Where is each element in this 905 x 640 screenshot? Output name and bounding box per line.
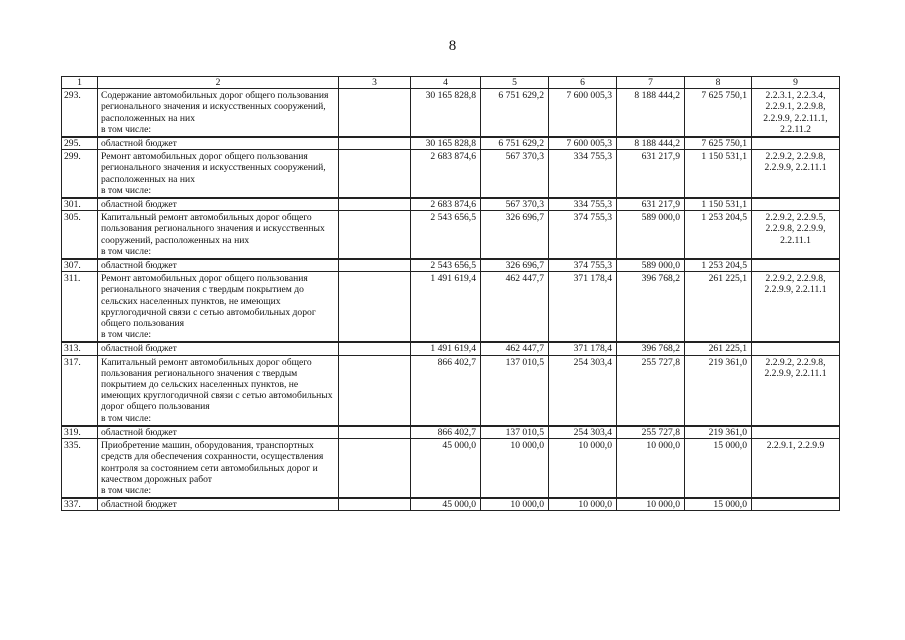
row-number: 307.	[62, 259, 98, 272]
year-2-amount-cell: 254 303,4	[549, 426, 617, 439]
table-row-activity	[62, 355, 840, 426]
column-header: 9	[752, 77, 840, 89]
indicator-codes-cell: 2.2.9.2, 2.2.9.8, 2.2.9.9, 2.2.11.1	[752, 355, 840, 426]
total-amount-cell: 2 683 874,6	[411, 198, 481, 211]
row-name-text: областной бюджет	[101, 499, 177, 511]
row-number: 335.	[62, 439, 98, 499]
table-row-regional-budget	[62, 498, 840, 511]
budget-table	[61, 76, 840, 511]
row-number: 301.	[62, 198, 98, 211]
year-4-amount-cell: 261 225,1	[685, 272, 752, 343]
table-row-regional-budget	[62, 259, 840, 272]
row-name-text: областной бюджет	[101, 260, 177, 272]
indicator-codes-cell	[752, 498, 840, 511]
row-number: 337.	[62, 498, 98, 511]
column-header: 7	[617, 77, 685, 89]
row-name	[98, 89, 339, 137]
year-2-amount-cell: 254 303,4	[549, 355, 617, 426]
indicator-codes-cell	[752, 426, 840, 439]
row-name	[98, 211, 339, 259]
year-4-amount-cell: 219 361,0	[685, 355, 752, 426]
year-3-amount-cell: 631 217,9	[617, 198, 685, 211]
year-3-amount-cell: 255 727,8	[617, 355, 685, 426]
year-3-amount-cell: 8 188 444,2	[617, 137, 685, 150]
page-number: 8	[448, 38, 457, 54]
year-2-amount-cell: 10 000,0	[549, 439, 617, 499]
row-note: в том числе:	[101, 412, 152, 424]
indicator-codes-cell	[752, 259, 840, 272]
total-amount-cell: 45 000,0	[411, 498, 481, 511]
indicator-codes-cell: 2.2.9.2, 2.2.9.8, 2.2.9.9, 2.2.11.1	[752, 272, 840, 343]
row-number: 317.	[62, 355, 98, 426]
row-name	[98, 355, 339, 426]
total-amount-cell: 2 543 656,5	[411, 259, 481, 272]
row-note: в том числе:	[101, 123, 152, 135]
table-row-activity	[62, 150, 840, 198]
year-1-amount-cell: 462 447,7	[481, 272, 549, 343]
total-amount-cell: 866 402,7	[411, 426, 481, 439]
row-name	[98, 198, 339, 211]
column-3-cell	[339, 272, 411, 343]
total-amount-cell: 30 165 828,8	[411, 89, 481, 137]
row-number: 295.	[62, 137, 98, 150]
row-name	[98, 498, 339, 511]
table-row-regional-budget	[62, 137, 840, 150]
total-amount-cell: 2 543 656,5	[411, 211, 481, 259]
column-3-cell	[339, 198, 411, 211]
total-amount-cell: 30 165 828,8	[411, 137, 481, 150]
year-4-amount-cell: 261 225,1	[685, 342, 752, 355]
table-row-activity	[62, 89, 840, 137]
year-3-amount-cell: 396 768,2	[617, 342, 685, 355]
indicator-codes-cell	[752, 342, 840, 355]
year-1-amount-cell: 326 696,7	[481, 211, 549, 259]
year-2-amount-cell: 371 178,4	[549, 342, 617, 355]
row-name	[98, 426, 339, 439]
row-name-text: областной бюджет	[101, 138, 177, 150]
year-2-amount-cell: 7 600 005,3	[549, 137, 617, 150]
total-amount-cell: 45 000,0	[411, 439, 481, 499]
year-4-amount-cell: 7 625 750,1	[685, 137, 752, 150]
year-2-amount-cell: 374 755,3	[549, 211, 617, 259]
year-1-amount-cell: 137 010,5	[481, 426, 549, 439]
column-3-cell	[339, 355, 411, 426]
row-name-text: Ремонт автомобильных дорог общего пользования регионального значения с твердым покрытием до сельских населенных пунктов, не имеющих круглогодичной связи с сетью автомобильных дорог общего пользования	[101, 273, 316, 330]
column-3-cell	[339, 137, 411, 150]
column-3-cell	[339, 259, 411, 272]
column-number-row	[62, 77, 840, 89]
table-row-activity	[62, 272, 840, 343]
total-amount-cell: 2 683 874,6	[411, 150, 481, 198]
total-amount-cell: 866 402,7	[411, 355, 481, 426]
row-name-text: Капитальный ремонт автомобильных дорог общего пользования регионального значения и искусственных сооружений, расположенных на них	[101, 212, 325, 246]
year-4-amount-cell: 15 000,0	[685, 498, 752, 511]
year-4-amount-cell: 1 150 531,1	[685, 150, 752, 198]
column-3-cell	[339, 150, 411, 198]
year-2-amount-cell: 7 600 005,3	[549, 89, 617, 137]
year-3-amount-cell: 10 000,0	[617, 498, 685, 511]
column-header: 1	[62, 77, 98, 89]
row-number: 313.	[62, 342, 98, 355]
table-row-regional-budget	[62, 342, 840, 355]
year-1-amount-cell: 6 751 629,2	[481, 89, 549, 137]
row-name	[98, 439, 339, 499]
column-3-cell	[339, 211, 411, 259]
row-number: 293.	[62, 89, 98, 137]
indicator-codes-cell: 2.2.9.2, 2.2.9.5, 2.2.9.8, 2.2.9.9, 2.2.11.1	[752, 211, 840, 259]
year-2-amount-cell: 334 755,3	[549, 150, 617, 198]
year-3-amount-cell: 255 727,8	[617, 426, 685, 439]
row-name	[98, 137, 339, 150]
table-row-activity	[62, 211, 840, 259]
year-3-amount-cell: 10 000,0	[617, 439, 685, 499]
year-1-amount-cell: 462 447,7	[481, 342, 549, 355]
row-note: в том числе:	[101, 245, 152, 257]
column-3-cell	[339, 498, 411, 511]
column-header: 5	[481, 77, 549, 89]
row-name-text: Содержание автомобильных дорог общего пользования регионального значения и искусственных сооружений, расположенных на них	[101, 90, 329, 124]
year-4-amount-cell: 1 253 204,5	[685, 259, 752, 272]
year-2-amount-cell: 374 755,3	[549, 259, 617, 272]
row-name-text: областной бюджет	[101, 426, 177, 438]
year-4-amount-cell: 7 625 750,1	[685, 89, 752, 137]
year-4-amount-cell: 219 361,0	[685, 426, 752, 439]
year-1-amount-cell: 567 370,3	[481, 198, 549, 211]
indicator-codes-cell	[752, 137, 840, 150]
column-3-cell	[339, 426, 411, 439]
year-3-amount-cell: 8 188 444,2	[617, 89, 685, 137]
indicator-codes-cell: 2.2.9.2, 2.2.9.8, 2.2.9.9, 2.2.11.1	[752, 150, 840, 198]
column-3-cell	[339, 439, 411, 499]
column-header: 8	[685, 77, 752, 89]
column-3-cell	[339, 342, 411, 355]
row-name	[98, 342, 339, 355]
row-name-text: Приобретение машин, оборудования, транспортных средств для обеспечения сохранности, осуществления контроля за состоянием сети автомобильных дорог и качеством дорожных работ	[101, 440, 324, 485]
row-name	[98, 272, 339, 343]
row-number: 299.	[62, 150, 98, 198]
indicator-codes-cell	[752, 198, 840, 211]
row-name-text: Ремонт автомобильных дорог общего пользования регионального значения и искусственных сооружений, расположенных на них	[101, 151, 326, 185]
table-row-regional-budget	[62, 426, 840, 439]
year-4-amount-cell: 1 150 531,1	[685, 198, 752, 211]
column-header: 4	[411, 77, 481, 89]
row-name-text: областной бюджет	[101, 199, 177, 211]
table-row-activity	[62, 439, 840, 499]
column-header: 3	[339, 77, 411, 89]
year-2-amount-cell: 334 755,3	[549, 198, 617, 211]
year-1-amount-cell: 10 000,0	[481, 498, 549, 511]
row-name-text: Капитальный ремонт автомобильных дорог общего пользования регионального значения с твердым покрытием до сельских населенных пунктов, не имеющих круглогодичной связи с сетью автомобильных дорог общего пользования	[101, 356, 333, 413]
row-note: в том числе:	[101, 329, 152, 341]
total-amount-cell: 1 491 619,4	[411, 272, 481, 343]
row-note: в том числе:	[101, 484, 152, 496]
year-1-amount-cell: 567 370,3	[481, 150, 549, 198]
year-1-amount-cell: 326 696,7	[481, 259, 549, 272]
year-4-amount-cell: 15 000,0	[685, 439, 752, 499]
year-2-amount-cell: 10 000,0	[549, 498, 617, 511]
year-3-amount-cell: 396 768,2	[617, 272, 685, 343]
column-header: 2	[98, 77, 339, 89]
year-1-amount-cell: 137 010,5	[481, 355, 549, 426]
year-3-amount-cell: 589 000,0	[617, 211, 685, 259]
row-number: 305.	[62, 211, 98, 259]
row-name	[98, 150, 339, 198]
column-header: 6	[549, 77, 617, 89]
row-number: 311.	[62, 272, 98, 343]
row-note: в том числе:	[101, 184, 152, 196]
year-3-amount-cell: 589 000,0	[617, 259, 685, 272]
column-3-cell	[339, 89, 411, 137]
year-3-amount-cell: 631 217,9	[617, 150, 685, 198]
indicator-codes-cell: 2.2.3.1, 2.2.3.4, 2.2.9.1, 2.2.9.8, 2.2.9.9, 2.2.11.1, 2.2.11.2	[752, 89, 840, 137]
year-4-amount-cell: 1 253 204,5	[685, 211, 752, 259]
indicator-codes-cell: 2.2.9.1, 2.2.9.9	[752, 439, 840, 499]
year-1-amount-cell: 10 000,0	[481, 439, 549, 499]
year-2-amount-cell: 371 178,4	[549, 272, 617, 343]
row-name	[98, 259, 339, 272]
row-name-text: областной бюджет	[101, 343, 177, 355]
year-1-amount-cell: 6 751 629,2	[481, 137, 549, 150]
total-amount-cell: 1 491 619,4	[411, 342, 481, 355]
table-row-regional-budget	[62, 198, 840, 211]
row-number: 319.	[62, 426, 98, 439]
